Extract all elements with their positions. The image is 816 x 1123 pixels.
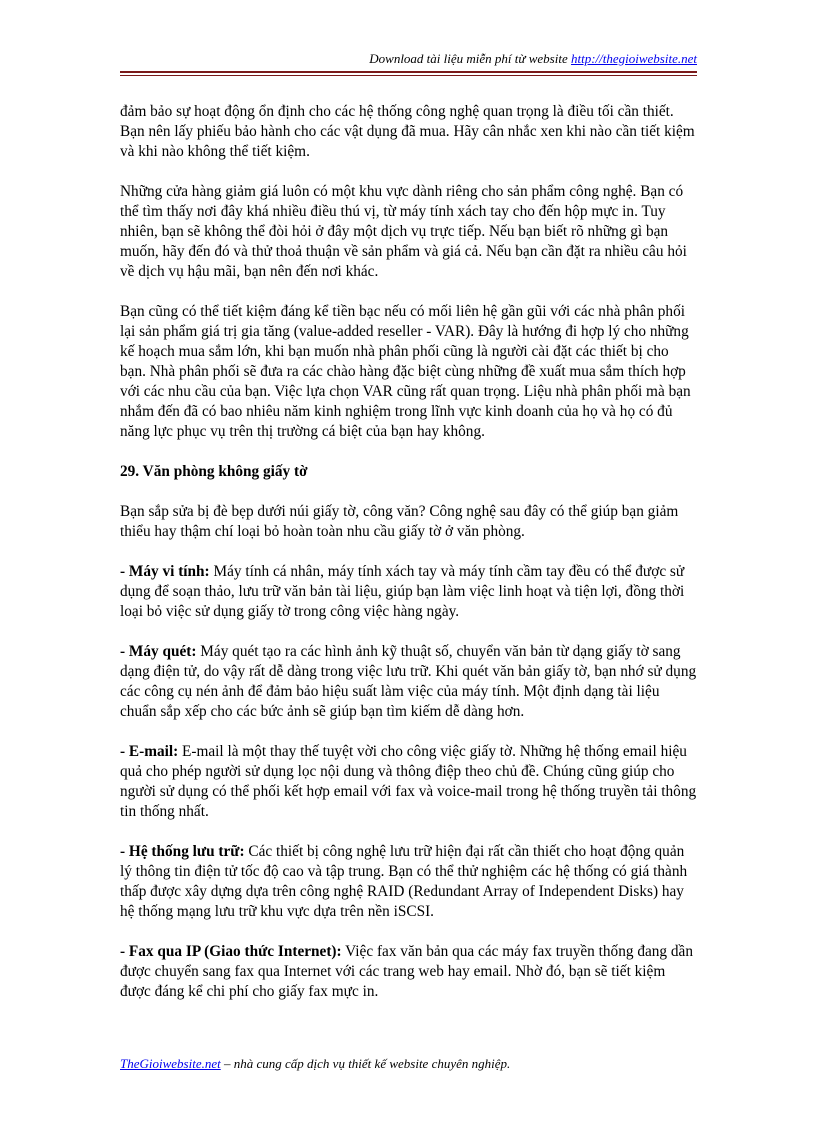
footer-text: – nhà cung cấp dịch vụ thiết kế website chuyên nghiệp. [220, 1056, 511, 1071]
item-label: - Hệ thống lưu trữ: [120, 843, 245, 860]
item-fax-ip [120, 942, 698, 1002]
footer-link[interactable]: TheGioiwebsite.net [120, 1056, 221, 1071]
header-divider [120, 71, 697, 73]
section-intro: Bạn sắp sửa bị đè bẹp dưới núi giấy tờ, công văn? Công nghệ sau đây có thể giúp bạn giảm thiểu hay thậm chí loại bỏ hoàn toàn nhu cầu giấy tờ ở văn phòng. [120, 503, 679, 540]
item-text: Máy quét tạo ra các hình ảnh kỹ thuật số, chuyển văn bản từ dạng giấy tờ sang dạng điện tử, do vậy rất dễ dàng trong việc lưu trữ. Khi quét văn bản giấy tờ, bạn nhớ sử dụng các công cụ nén ảnh để đảm bảo hiệu suất làm việc của máy tính. Một định dạng tài liệu chuẩn sắp xếp cho các bức ảnh sẽ giúp bạn tìm kiếm dễ dàng hơn. [120, 643, 697, 720]
item-label: - Máy vi tính: [120, 563, 210, 580]
header-text: Download tài liệu miễn phí từ website [369, 51, 571, 66]
item-email [120, 742, 698, 822]
paragraph-warranty: đảm bảo sự hoạt động ổn định cho các hệ thống công nghệ quan trọng là điều tối cần thiết. Bạn nên lấy phiếu bảo hành cho các vật dụng đã mua. Hãy cân nhắc xen khi nào cần tiết kiệm và khi nào không thể tiết kiệm. [120, 103, 695, 160]
paragraph-var: Bạn cũng có thể tiết kiệm đáng kể tiền bạc nếu có mối liên hệ gần gũi với các nhà phân phối lại sản phẩm giá trị gia tăng (value-added reseller - VAR). Đây là hướng đi hợp lý cho những kế hoạch mua sắm lớn, khi bạn muốn nhà phân phối cũng là người cài đặt các thiết bị cho bạn. Nhà phân phối sẽ đưa ra các chào hàng đặc biệt cùng những đề xuất mua sắm thích hợp với các nhu cầu của bạn. Việc lựa chọn VAR cũng rất quan trọng. Liệu nhà phân phối mà bạn nhắm đến đã có bao nhiêu năm kinh nghiệm trong lĩnh vực kinh doanh của họ và họ có đủ năng lực phục vụ trên thị trường cá biệt của bạn hay không. [120, 303, 691, 440]
item-label: - Fax qua IP (Giao thức Internet): [120, 943, 342, 960]
section-heading: 29. Văn phòng không giấy tờ [120, 463, 308, 480]
header-divider-thin [120, 75, 697, 76]
page-header [120, 51, 697, 67]
paragraph-discount-stores: Những cửa hàng giảm giá luôn có một khu vực dành riêng cho sản phẩm công nghệ. Bạn có thể tìm thấy nơi đây khá nhiều điều thú vị, từ máy tính xách tay cho đến hộp mực in. Tuy nhiên, bạn sẽ không thể đòi hỏi ở đây một dịch vụ trực tiếp. Nếu bạn biết rõ những gì bạn muốn, hãy đến đó và thử thoả thuận về sản phẩm và giá cả. Nếu bạn cần đặt ra nhiều câu hỏi về dịch vụ hậu mãi, bạn nên đến nơi khác. [120, 183, 687, 280]
item-scanner [120, 642, 698, 722]
header-link[interactable]: http://thegioiwebsite.net [570, 51, 697, 66]
item-label: - E-mail: [120, 743, 179, 760]
item-text: Việc fax văn bản qua các máy fax truyền thống đang dần được chuyển sang fax qua Internet với các trang web hay email. Nhờ đó, bạn sẽ tiết kiệm được đáng kể chi phí cho giấy fax mực in. [120, 943, 693, 1000]
item-label: - Máy quét: [120, 643, 197, 660]
item-text: E-mail là một thay thế tuyệt vời cho công việc giấy tờ. Những hệ thống email hiệu quả cho phép người sử dụng lọc nội dung và thông điệp theo chủ đề. Chúng cũng giúp cho người sử dụng có thể phối kết hợp email với fax và voice-mail trong hệ thống truyền tải thông tin thống nhất. [120, 743, 697, 820]
item-storage [120, 842, 698, 922]
page-footer [120, 1056, 510, 1072]
item-text: Máy tính cá nhân, máy tính xách tay và máy tính cầm tay đều có thể được sử dụng để soạn thảo, lưu trữ văn bản tài liệu, giúp bạn làm việc linh hoạt và tiện lợi, đồng thời loại bỏ việc sử dụng giấy tờ trong công việc hàng ngày. [120, 563, 685, 620]
item-computer [120, 562, 698, 622]
item-text: Các thiết bị công nghệ lưu trữ hiện đại rất cần thiết cho hoạt động quản lý thông tin điện tử tốc độ cao và tập trung. Bạn có thể thử nghiệm các hệ thống có giá thành thấp được xây dựng dựa trên công nghệ RAID (Redundant Array of Independent Disks) hay hệ thống mạng lưu trữ khu vực dựa trên nền iSCSI. [120, 843, 688, 920]
document-body [120, 102, 698, 1022]
